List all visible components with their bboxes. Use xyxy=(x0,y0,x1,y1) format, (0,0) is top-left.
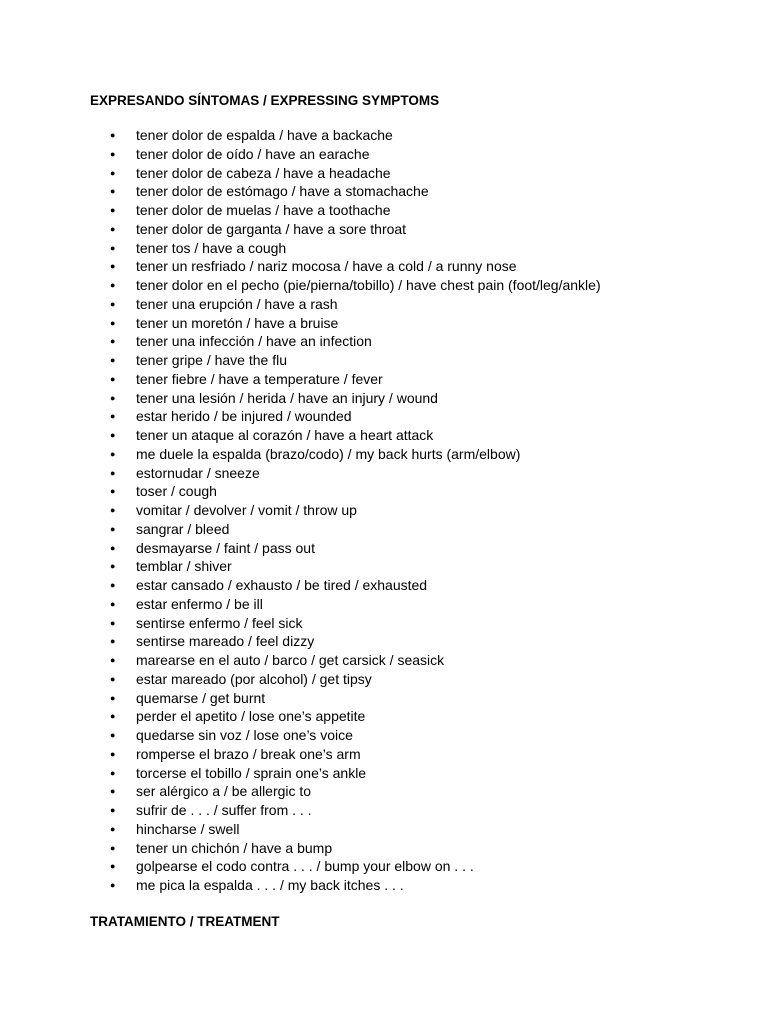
bullet-icon: ● xyxy=(110,148,116,159)
list-item-text: tener un ataque al corazón / have a heart attack xyxy=(136,427,434,443)
list-item-text: quedarse sin voz / lose one’s voice xyxy=(136,727,353,743)
list-item-text: toser / cough xyxy=(136,483,217,500)
list-item-text: tener dolor de oído / have an earache xyxy=(136,145,370,162)
list-item-text: tener dolor de espalda / have a backache xyxy=(136,127,393,143)
list-item-text: tener una lesión / herida / have an injury / wound xyxy=(136,389,438,406)
bullet-icon: ● xyxy=(110,805,116,815)
bullet-icon: ● xyxy=(110,561,116,572)
bullet-icon: ● xyxy=(110,523,116,534)
list-item-text: golpearse el codo contra . . . / bump your elbow on . . . xyxy=(136,858,474,875)
list-item-text: marearse en el auto / barco / get carsick / seasick xyxy=(136,652,445,668)
list-item-text: tener dolor de garganta / have a sore throat xyxy=(136,220,407,237)
list-item-text: tener un chichón / have a bump xyxy=(136,839,333,856)
bullet-icon: ● xyxy=(110,880,116,890)
bullet-icon: ● xyxy=(110,542,116,553)
bullet-icon: ● xyxy=(110,467,116,478)
bullet-icon: ● xyxy=(110,580,116,590)
list-item-text: estar enfermo / be ill xyxy=(136,595,263,612)
list-item-text: quemarse / get burnt xyxy=(136,689,266,706)
bullet-icon: ● xyxy=(110,730,116,740)
bullet-icon: ● xyxy=(110,505,116,515)
bullet-icon: ● xyxy=(110,692,116,703)
bullet-icon: ● xyxy=(110,167,116,178)
list-item-text: tener una erupción / have a rash xyxy=(136,295,338,312)
bullet-icon: ● xyxy=(110,598,116,609)
bullet-icon: ● xyxy=(110,280,116,290)
list-item-text: tener un moretón / have a bruise xyxy=(136,314,339,331)
bullet-icon: ● xyxy=(110,317,116,328)
section-heading-symptoms: EXPRESANDO SÍNTOMAS / EXPRESSING SYMPTOMS xyxy=(90,93,440,108)
bullet-icon: ● xyxy=(110,767,116,778)
bullet-icon: ● xyxy=(110,392,116,403)
list-item-text: me pica la espalda . . . / my back itches . . . xyxy=(136,877,404,893)
list-item-text: tener una infección / have an infection xyxy=(136,333,372,350)
bullet-icon: ● xyxy=(110,655,116,665)
bullet-icon: ● xyxy=(110,711,116,722)
list-item-text: vomitar / devolver / vomit / throw up xyxy=(136,502,357,518)
bullet-icon: ● xyxy=(110,411,116,422)
list-item-text: ser alérgico a / be allergic to xyxy=(136,783,312,800)
bullet-icon: ● xyxy=(110,373,116,384)
bullet-icon: ● xyxy=(110,336,116,347)
section-heading-treatment: TRATAMIENTO / TREATMENT xyxy=(90,914,280,929)
bullet-icon: ● xyxy=(110,448,116,459)
list-item-text: tener dolor de muelas / have a toothache xyxy=(136,202,391,218)
list-item-text: tener fiebre / have a temperature / fever xyxy=(136,370,383,387)
list-item-text: romperse el brazo / break one’s arm xyxy=(136,745,361,762)
bullet-icon: ● xyxy=(110,223,116,234)
bullet-icon: ● xyxy=(110,430,116,440)
bullet-icon: ● xyxy=(110,205,116,215)
list-item-text: hincharse / swell xyxy=(136,820,240,837)
list-item-text: estornudar / sneeze xyxy=(136,464,260,481)
list-item-text: sentirse mareado / feel dizzy xyxy=(136,633,315,650)
bullet-icon: ● xyxy=(110,636,116,647)
list-item-text: tener tos / have a cough xyxy=(136,239,287,256)
bullet-icon: ● xyxy=(110,130,116,140)
list-item-text: desmayarse / faint / pass out xyxy=(136,539,315,556)
bullet-icon: ● xyxy=(110,748,116,759)
list-item-text: sangrar / bleed xyxy=(136,520,230,537)
bullet-icon: ● xyxy=(110,617,116,628)
bullet-icon: ● xyxy=(110,186,116,197)
list-item-text: sentirse enfermo / feel sick xyxy=(136,614,303,631)
list-item-text: perder el apetito / lose one’s appetite xyxy=(136,708,366,725)
bullet-icon: ● xyxy=(110,823,116,834)
list-item-text: tener dolor de estómago / have a stomachache xyxy=(136,183,429,200)
list-item-text: torcerse el tobillo / sprain one’s ankle xyxy=(136,764,367,781)
bullet-icon: ● xyxy=(110,673,116,684)
bullet-icon: ● xyxy=(110,786,116,797)
list-item-text: tener un resfriado / nariz mocosa / have a cold / a runny nose xyxy=(136,258,517,275)
bullet-icon: ● xyxy=(110,842,116,853)
bullet-icon: ● xyxy=(110,298,116,309)
bullet-icon: ● xyxy=(110,486,116,497)
bullet-icon: ● xyxy=(110,355,116,365)
list-item-text: tener gripe / have the flu xyxy=(136,352,287,368)
list-item-text: temblar / shiver xyxy=(136,558,232,575)
list-item-text: tener dolor en el pecho (pie/pierna/tobillo) / have chest pain (foot/leg/ankle) xyxy=(136,277,601,293)
list-item-text: estar cansado / exhausto / be tired / exhausted xyxy=(136,577,428,593)
list-item-text: sufrir de . . . / suffer from . . . xyxy=(136,802,312,818)
list-item-text: estar herido / be injured / wounded xyxy=(136,408,352,425)
list-item-text: estar mareado (por alcohol) / get tipsy xyxy=(136,670,372,687)
bullet-icon: ● xyxy=(110,261,116,272)
list-item-text: me duele la espalda (brazo/codo) / my back hurts (arm/elbow) xyxy=(136,445,521,462)
bullet-icon: ● xyxy=(110,861,116,872)
bullet-icon: ● xyxy=(110,242,116,253)
list-item-text: tener dolor de cabeza / have a headache xyxy=(136,164,391,181)
